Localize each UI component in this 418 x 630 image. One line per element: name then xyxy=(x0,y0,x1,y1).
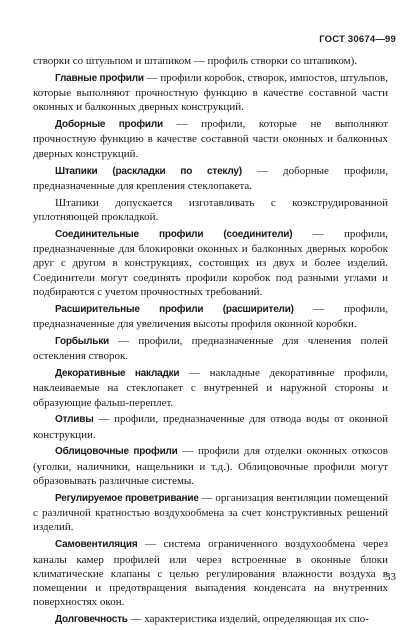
definition-decorative-overlays xyxy=(33,366,388,410)
term-label: Облицовочные профили xyxy=(55,446,178,458)
definition-text: — профили, предназначенные для членения полей остекления створок. xyxy=(33,334,388,363)
definition-text: — профили для отделки оконных откосов (уголки, наличники, нащельники и т.д.). Облицовочные профили могут образовывать различные системы. xyxy=(33,445,389,488)
definition-text: — организация вентиляции помещений с различной кратностью воздухообмена за счет конструктивных решений изделий. xyxy=(33,491,389,534)
definition-text: — профили, которые не выполняют прочностную функцию в качестве составной части оконных и балконных дверных конструкций. xyxy=(33,118,389,160)
term-label: Регулируемое проветривание xyxy=(55,492,199,504)
definition-durability xyxy=(33,612,388,627)
paragraph-continuation xyxy=(33,54,388,68)
definition-self-ventilation xyxy=(33,537,388,609)
paragraph-note xyxy=(33,196,388,225)
definition-connecting-profiles xyxy=(33,227,388,299)
term-label: Самовентиляция xyxy=(55,539,138,551)
definition-expansion-profiles xyxy=(33,302,388,332)
document-body xyxy=(33,54,388,630)
term-label: Расширительные профили (расширители) xyxy=(55,303,294,315)
term-label: Соединительные профили (соединители) xyxy=(55,228,293,240)
definition-glazing-beads xyxy=(33,164,388,194)
definition-text: — характеристика изделий, определяющая их спо- xyxy=(127,613,369,626)
definition-text: — профили, предназначенные для увеличения высоты профиля оконной коробки. xyxy=(33,302,388,331)
definition-additional-profiles xyxy=(33,117,388,161)
definition-drip-profiles xyxy=(33,412,388,442)
definition-text: — профили коробок, створок, импостов, штульпов, которые выполняют прочностную функцию в качестве составной части оконных и балконных дверных конструкций. xyxy=(33,71,389,114)
paragraph-text: Штапики допускается изготавливать с коэкструдированной уплотняющей прокладкой. xyxy=(33,196,388,223)
definition-text: — система ограниченного воздухообмена через каналы камер профилей или через встроенные в оконные блоки климатические клапаны с целью регулирования влажности воздуха в помещении и предотвращения выпадения конденсата на внутренних поверхностях окон. xyxy=(33,538,388,609)
standard-header: ГОСТ 30674—99 xyxy=(319,34,396,45)
definition-controlled-ventilation xyxy=(33,491,388,535)
definition-text: — накладные декоративные профили, наклеиваемые на стеклопакет с внутренней и наружной стороны и образующие фальш-переплет. xyxy=(33,366,388,409)
paragraph-text: створки со штульпом и штапиком — профиль створки со штапиком). xyxy=(33,55,358,67)
definition-text: — профили, предназначенные для отвода воды от оконной конструкции. xyxy=(33,413,388,441)
term-label: Штапики (раскладки по стеклу) xyxy=(55,165,242,177)
term-label: Долговечность xyxy=(55,614,128,626)
definition-mullions xyxy=(33,334,388,364)
term-label: Отливы xyxy=(55,414,94,426)
definition-text: — профили, предназначенные для блокировки оконных и балконных дверных коробок друг с другом в конструкциях, состоящих из двух и более изделий. Соединители могут соединять профили коробок под разными углами и подбираются с учетом прочностных требований. xyxy=(33,227,388,298)
term-label: Декоративные накладки xyxy=(55,367,180,379)
term-label: Доборные профили xyxy=(55,119,163,131)
page-number: 33 xyxy=(385,571,396,583)
definition-main-profiles xyxy=(33,71,388,115)
definition-facing-profiles xyxy=(33,444,388,488)
definition-text: — доборные профили, предназначенные для крепления стеклопакета. xyxy=(33,164,388,192)
term-label: Главные профили xyxy=(55,72,144,84)
term-label: Горбыльки xyxy=(55,335,109,347)
